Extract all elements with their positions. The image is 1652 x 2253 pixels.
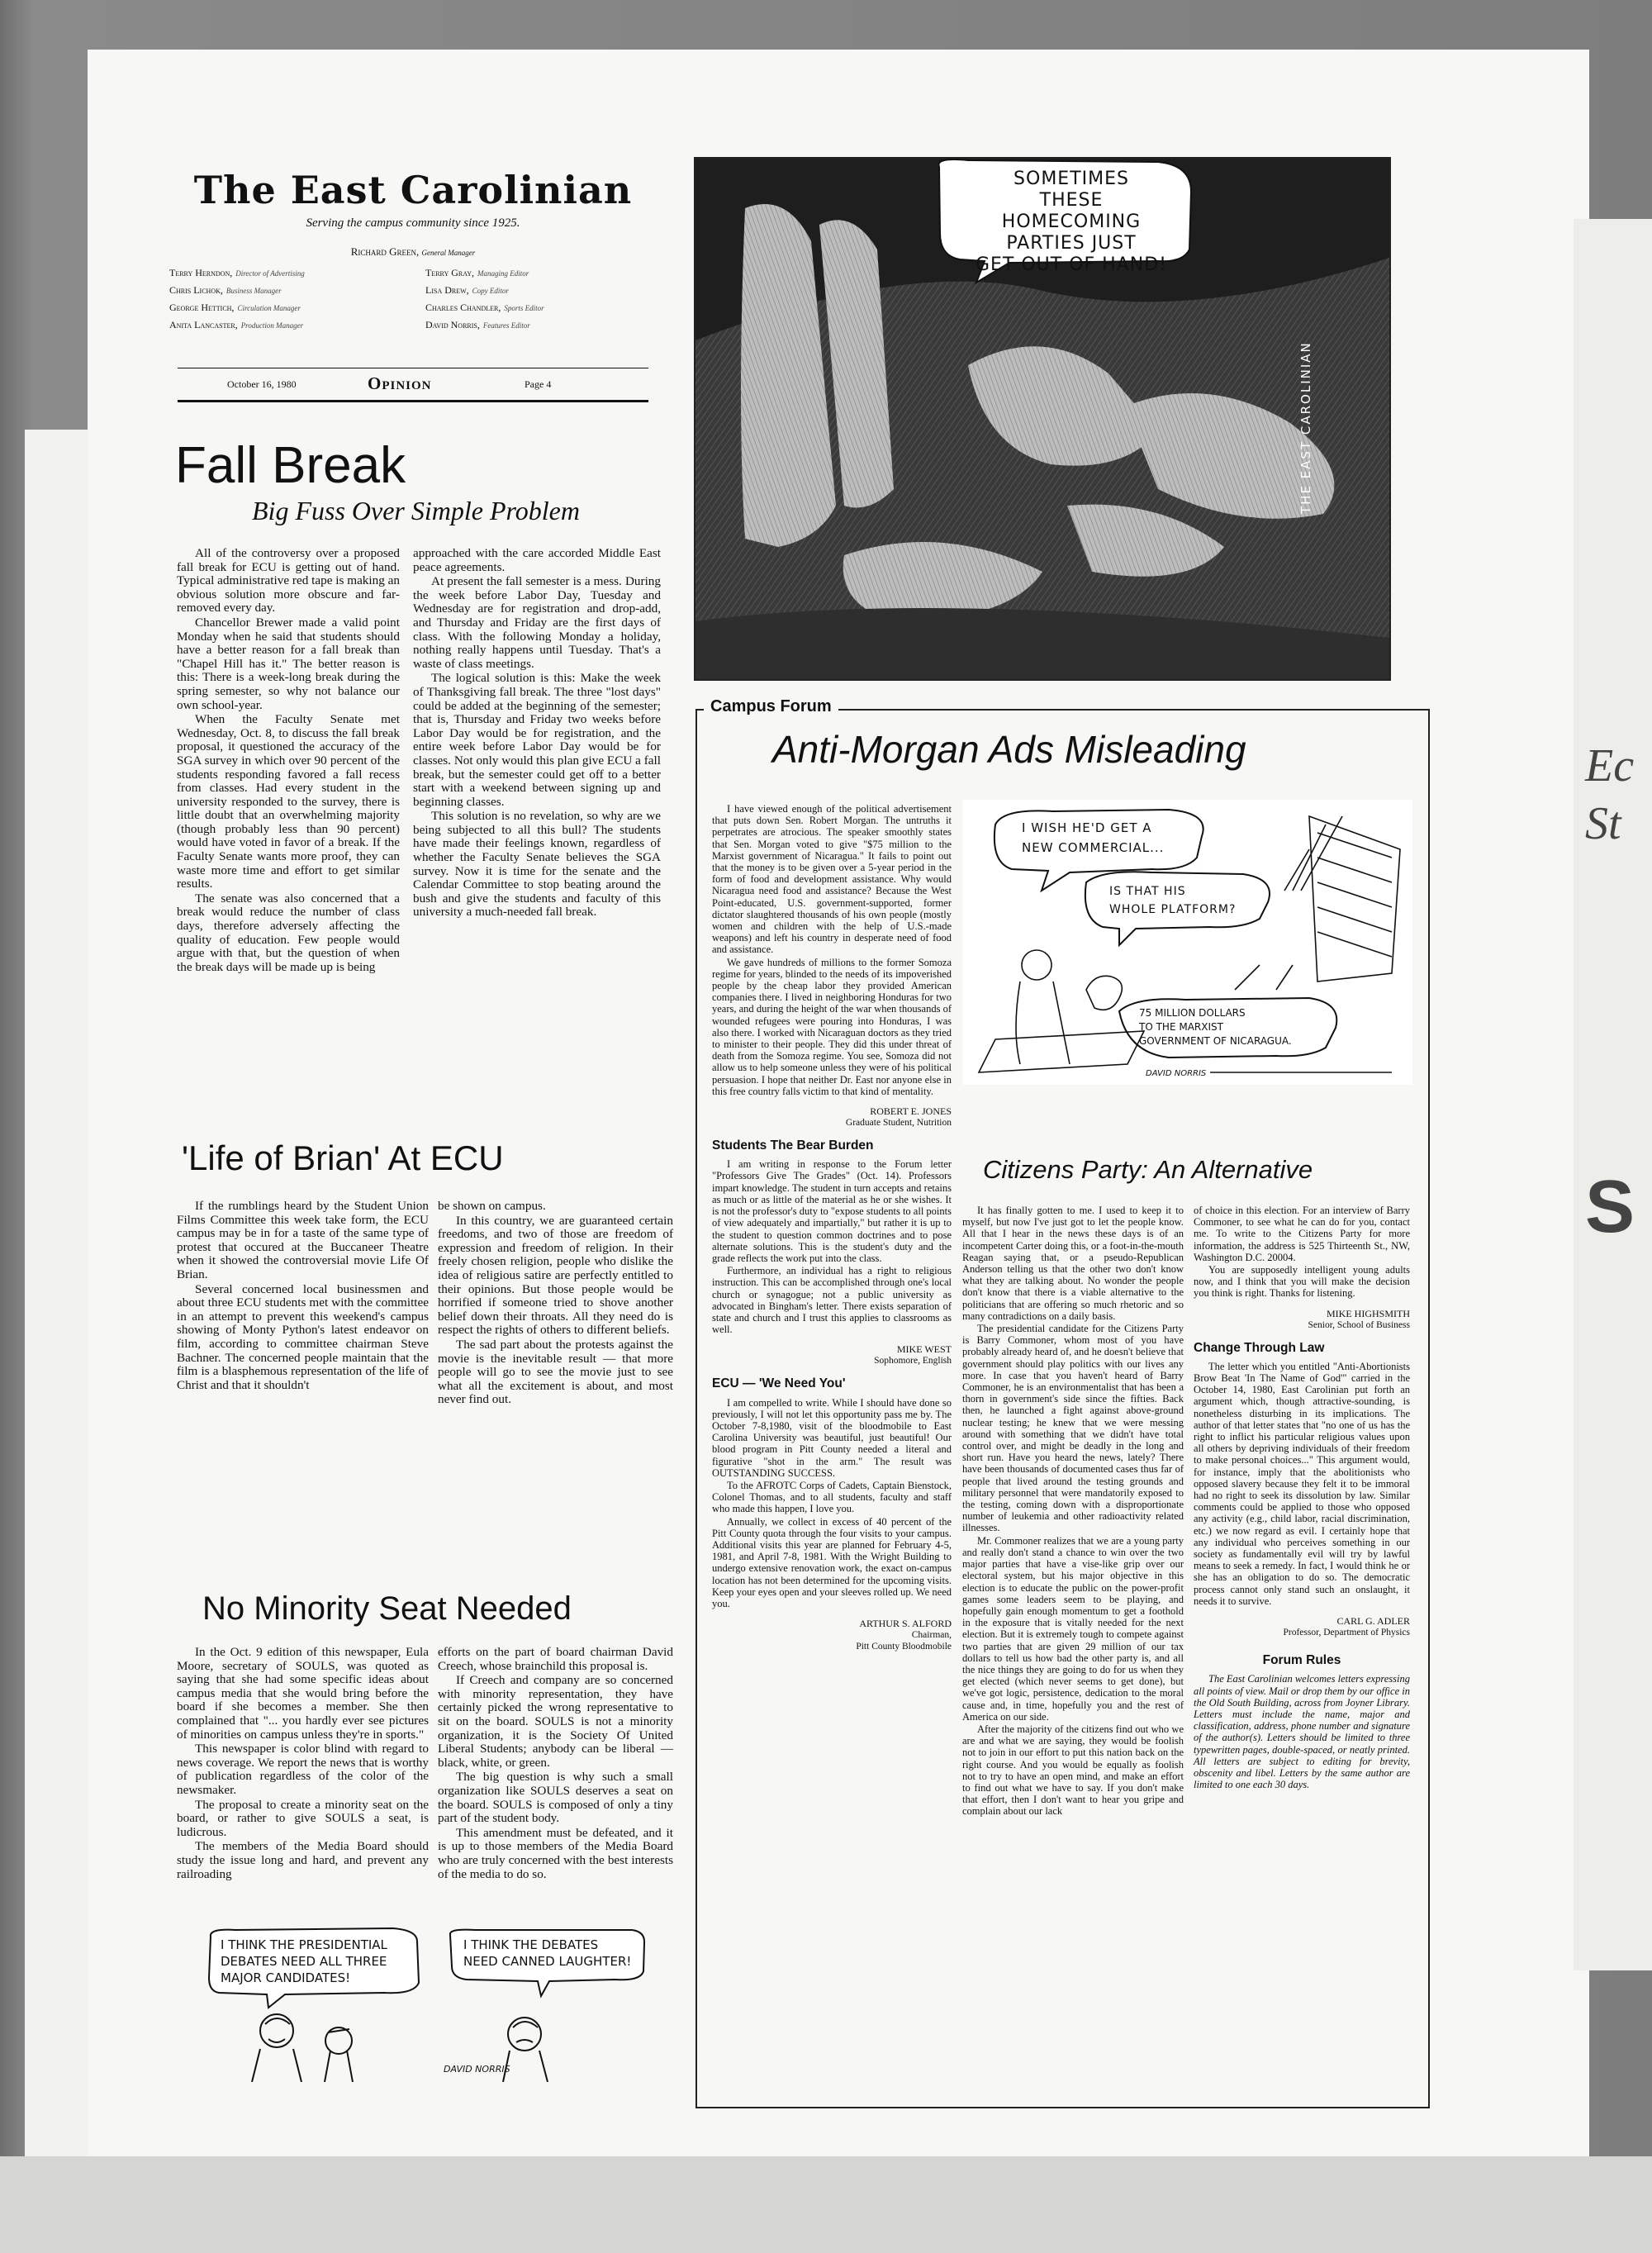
headline-anti-morgan: Anti-Morgan Ads Misleading: [772, 728, 1246, 771]
bubble-line: WHOLE PLATFORM?: [1109, 903, 1237, 916]
adjacent-page-fragment: [1574, 219, 1652, 1970]
page-number: Page 4: [525, 378, 552, 390]
letter-signature: [712, 1105, 952, 1129]
signature-role: Professor, Department of Physics: [1283, 1628, 1410, 1638]
general-manager: [169, 245, 657, 259]
bubble-line: 75 MILLION DOLLARS: [1139, 1007, 1246, 1019]
paragraph: of choice in this election. For an interview of Barry Commoner, to see what he can do for you, contact me. To write to the Citizens Party for more information, the address is 525 Thirteenth St., NW, Washington D.C. 20004.: [1194, 1205, 1410, 1263]
speech-bubble-3: [1139, 1006, 1292, 1048]
letter-signature: [1194, 1615, 1410, 1638]
letter-signature: [712, 1343, 952, 1367]
staff-entry: [425, 302, 657, 314]
paragraph: The sad part about the protests against the movie is the inevitable result — that more people will go to see the movie just to see what all the excitement is about, and most never find out.: [438, 1337, 673, 1407]
bubble-line: THESE HOMECOMING: [1001, 190, 1142, 232]
minority-column-2: [438, 1646, 673, 1882]
campus-forum-label: Campus Forum: [704, 697, 838, 716]
signature-name: ARTHUR S. ALFORD: [859, 1618, 952, 1630]
headline-bear-burden: Students The Bear Burden: [712, 1138, 874, 1153]
paragraph: Chancellor Brewer made a valid point Monday when he said that students should have a better reason for a fall break than "Chapel Hill has it." The better reason is this: There is a week-long break during the spring semester, so why not balance our own school-year.: [177, 615, 400, 712]
paragraph: To the AFROTC Corps of Cadets, Captain Bienstock, Colonel Thomas, and to all students, faculty and staff who made this happen, I love you.: [712, 1479, 952, 1515]
cartoon-credit: THE EAST CAROLINIAN: [1298, 341, 1313, 514]
bubble-line: I THINK THE DEBATES: [463, 1937, 599, 1952]
headline-fall-break: Fall Break: [175, 437, 406, 494]
staff-entry: [169, 302, 401, 314]
paragraph: The members of the Media Board should study the issue long and hard, and prevent any railroading: [177, 1839, 429, 1881]
headline-no-minority-seat: No Minority Seat Needed: [202, 1590, 572, 1627]
paragraph: The big question is why such a small organization like SOULS deserves a seat on the board. SOULS is composed of only a tiny part of the student body.: [438, 1770, 673, 1826]
bubble-line: PARTIES JUST: [1006, 233, 1137, 254]
masthead: [169, 169, 657, 331]
staff-name: Anita Lancaster,: [169, 318, 238, 330]
signature-name: ROBERT E. JONES: [870, 1105, 952, 1118]
debates-cartoon: [186, 1925, 665, 2082]
paragraph: At present the fall semester is a mess. During the week before Labor Day, Tuesday and Wednesday are for registration and drop-add, and Thursday and Friday are the first days of class. With the following Monday a holiday, nothing really happens until Tuesday. That's a waste of class meetings.: [413, 574, 661, 671]
staff-title: General Manager: [421, 248, 476, 257]
bubble-line: I WISH HE'D GET A: [1022, 820, 1152, 835]
paragraph: If Creech and company are so concerned with minority representation, they have certainly picked the wrong representative to sit on the board. SOULS is not a minority organization, it is the Society Of United Liberal Students; anybody can be liberal — black, white, or green.: [438, 1673, 673, 1770]
fall-break-column-1: [177, 547, 400, 975]
paragraph: I have viewed enough of the political advertisement that puts down Sen. Robert Morgan. The untruths it perpetrates are atrocious. The speaker smoothly states that Sen. Morgan voted to give "$75 million to the Marxist government of Nicaragua." It fails to point out that the money is to be given over a 5-year period in the form of food and development assistance. Why would Nicaragua need food and assistance? Because the West Point-educated, U.S. government-supported, former dictator slaughtered thousands of his own people (mostly women and children with the help of U.S.-made weapons) and left his country in desperate need of food and assistance.: [712, 803, 952, 956]
signature-role: Pitt County Bloodmobile: [856, 1642, 952, 1652]
bubble-line: NEED CANNED LAUGHTER!: [463, 1954, 632, 1969]
paragraph: The proposal to create a minority seat on the board, or rather to give SOULS a seat, is ludicrous.: [177, 1797, 429, 1839]
staff-name: David Norris,: [425, 318, 480, 330]
headline-life-of-brian: 'Life of Brian' At ECU: [182, 1138, 504, 1177]
dek-fall-break: Big Fuss Over Simple Problem: [252, 496, 580, 525]
staff-entry: [169, 267, 401, 279]
citizens-column-2: [1194, 1205, 1410, 1791]
forum-rules-text: The East Carolinian welcomes letters expressing all points of view. Mail or drop them by our office in the Old South Building, across from Joyner Library. Letters must include the name, major and classification, address, phone number and signature of the author(s). Letters should be limited to three typewritten pages, double-spaced, or neatly printed. All letters are subject to editing for brevity, obscenity and libel. Letters by the same author are limited to one each 30 days.: [1194, 1673, 1410, 1791]
speech-bubble-2: [1109, 882, 1236, 919]
bubble-line: I THINK THE PRESIDENTIAL: [221, 1937, 387, 1952]
issue-date: October 16, 1980: [227, 378, 297, 390]
staff-name: Richard Green,: [350, 245, 420, 258]
signature-name: CARL G. ADLER: [1336, 1615, 1410, 1628]
signature-name: MIKE WEST: [896, 1343, 952, 1356]
nameplate: The East Carolinian: [193, 168, 633, 212]
paragraph: All of the controversy over a proposed fall break for ECU is getting out of hand. Typical administrative red tape is making an obvious solution more obscure and far-removed every day.: [177, 546, 400, 616]
paragraph: efforts on the part of board chairman David Creech, whose brainchild this proposal is.: [438, 1645, 673, 1673]
fragment-text: S: [1585, 1166, 1635, 1248]
staff-entry: [169, 319, 401, 331]
headline-forum-rules: Forum Rules: [1262, 1653, 1341, 1668]
staff-name: Lisa Drew,: [425, 283, 469, 296]
cartoonist-signature: DAVID NORRIS: [1146, 1069, 1207, 1078]
speech-bubble-1: [221, 1937, 387, 1986]
paragraph: When the Faculty Senate met Wednesday, Oct. 8, to discuss the fall break proposal, it questioned the accuracy of the SGA survey in which over 90 percent of the students responding favored a fall recess from classes. Had every student in the university responded to the survey, there is little doubt that an overwhelming majority (though probably less than 90 percent) would have voted in favor of a break. If the Faculty Senate wants more proof, they can waste more time and effort to get similar results.: [177, 712, 400, 891]
headline-citizens-party: Citizens Party: An Alternative: [983, 1155, 1313, 1184]
microfilm-bottom-strip: [0, 2156, 1652, 2253]
speech-bubble-1: [1022, 818, 1164, 858]
bubble-line: DEBATES NEED ALL THREE: [221, 1954, 387, 1969]
fragment-text: Ec: [1585, 740, 1635, 791]
paragraph: approached with the care accorded Middle East peace agreements.: [413, 546, 661, 574]
paragraph: be shown on campus.: [438, 1199, 546, 1213]
paragraph: This solution is no revelation, so why are we being subjected to all this bull? The students have made their feelings known, regardless of whether the Faculty Senate believes the SGA survey. Now it is time for the senate and the Calendar Committee to stop beating around the bush and give the students and faculty of this university a much-needed fall break.: [413, 809, 661, 920]
staff-entry: [425, 284, 657, 297]
signature-name: MIKE HIGHSMITH: [1327, 1307, 1410, 1319]
paragraph: After the majority of the citizens find out who we are and what we are saying, they would be foolish not to join in our effort to put this nation back on the right course. And you would be equally as foolish not to try to have an open mind, and make an effort to find out what we have to say. If you don't make that effort, then I don't want to hear you gripe and complain about our lack: [962, 1723, 1184, 1818]
paragraph: The senate was also concerned that a break would reduce the number of class days, therefore adversely affecting the quality of education. Few people would argue with that, but the question of when the break days will be made up is being: [177, 891, 400, 974]
headline-ecu-we-need-you: ECU — 'We Need You': [712, 1376, 846, 1391]
staff-entry: [425, 267, 657, 279]
paragraph: The letter which you entitled "Anti-Abortionists Brow Beat 'In The Name of God'" carried in the October 14, 1980, East Carolinian put forth an argument which, though attractive-sounding, is nonetheless disturbing in its implications. The author of that letter states that "no one of us has the right to inflict his particular religious values upon all others by depriving individuals of their freedom to make personal choices..." This argument would, for instance, imply that the abolitionists who opposed slavery because they felt it to be immoral had no right to seek its dissolution by law. Similar comments could be applied to those who opposed any activity (e.g., child labor, racial discrimination, etc.) we now regard as evil. I certainly hope that any individual who perceives something in our society as fundamentally evil will try by lawful means to seek a remedy. In fact, I would think he or she has an obligation to do so. The democratic process cannot only stand such an onslaught, it needs it to survive.: [1194, 1360, 1410, 1607]
staff-title: Copy Editor: [472, 286, 509, 295]
staff-title: Sports Editor: [504, 303, 544, 312]
brian-column-2: [438, 1200, 673, 1408]
staff-name: George Hettich,: [169, 301, 235, 313]
paragraph: If the rumblings heard by the Student Union Films Committee this week take form, the ECU campus may be in for a taste of the same type of protest that occured at the Buccaneer Theatre when it showed the controversial movie Life Of Brian.: [177, 1199, 429, 1281]
paragraph: The logical solution is this: Make the week of Thanksgiving fall break. The three "lost days" could be added at the beginning of the semester; that is, Thursday and Friday two weeks before Labor Day would be for registration, and the entire week before Labor Day would be for classes. Not only would this plan give ECU a fall break, but the semester could get off to a better start with a weekend between signing up and beginning classes.: [413, 671, 661, 809]
tagline: Serving the campus community since 1925.: [306, 216, 520, 230]
paragraph: Mr. Commoner realizes that we are a young party and really don't stand a chance to win over the two major parties that have a vise-like grip over our electoral system, but his major objective in this election is to educate the public on the power-profit games some leaders seem to be playing, and hopefully gain enough momentum to get a foothold in the exposure that is vitally needed for the next election. But it is extremely tough to compete against two parties that are given 29 million of our tax dollars to tell us how bad the other party is, and all the nice things they are going to do for us when they get elected (which never seems to get done), but we've got logic, persistence, dedication to the moral cause and, in time, hopefully you and the rest of America on our side.: [962, 1534, 1184, 1723]
letter-signature: [712, 1618, 952, 1652]
staff-title: Managing Editor: [477, 269, 529, 278]
homecoming-cartoon: [694, 157, 1391, 681]
paragraph: I am compelled to write. While I should have done so previously, I will not let this opportunity pass me by. The October 7-8,1980, visit of the bloodmobile to East Carolina University was beautiful, just beautiful! Our blood program in Pitt County needed a literal and figurative "shot in the arm." The result was OUTSTANDING SUCCESS.: [712, 1396, 952, 1479]
staff-title: Director of Advertising: [235, 269, 305, 278]
paragraph: In the Oct. 9 edition of this newspaper, Eula Moore, secretary of SOULS, was quoted as saying that she had some specific ideas about campus media that she would bring before the board if she becomes a member. She then complained that "... you hardly ever see pictures of minorities on campus unless they're in sports.": [177, 1645, 429, 1742]
staff-name: Charles Chandler,: [425, 301, 501, 313]
paragraph: In this country, we are guaranteed certain freedoms, and two of those are freedom of expression and freedom of religion. In their freely chosen religion, people who dislike the idea of religious satire are perfectly entitled to their opinions. But those people would be horrified if someone tried to shove another belief down their throats. All they need do is respect the rights of others to different beliefs.: [438, 1213, 673, 1338]
bubble-line: TO THE MARXIST: [1139, 1021, 1223, 1033]
staff-entry: [425, 319, 657, 331]
staff-title: Features Editor: [482, 321, 530, 330]
headline-change-through-law: Change Through Law: [1194, 1340, 1325, 1355]
paragraph: Furthermore, an individual has a right to religious instruction. This can be accomplished through one's local church or synagogue; not a public university as advocated in Bingham's letter. There exists separation of state and church and I trust this applies to classrooms as well.: [712, 1265, 952, 1336]
staff-title: Business Manager: [225, 286, 282, 295]
staff-entry: [169, 284, 401, 297]
paragraph: This newspaper is color blind with regard to news coverage. We report the news that is worthy of publication regardless of the color of the newsmaker.: [177, 1742, 429, 1797]
paragraph: The presidential candidate for the Citizens Party is Barry Commoner, whom most of you have probably already heard of, and he doesn't believe that government should play politics with our lives any more. In case that you haven't heard of Barry Commoner, he is an environmentalist that has been a thorn in government's side since the fifties. Back then, he launched a fight against above-ground nuclear testing; he knew that we were messing around with something that we didn't have total control over, and might be deadly in the long and short run. Have you heard the news, lately? There have been thousands of documented cases thus far of people that lived around the testing grounds and military personnel that were mandatorily exposed to the testing, coming down with a disproportionate number of leukemia and other radioactivity related illnesses.: [962, 1323, 1184, 1534]
morgan-letter: [712, 803, 952, 1652]
signature-role: Senior, School of Business: [1308, 1319, 1410, 1330]
staff-list: [169, 267, 657, 331]
bubble-line: GET OUT OF HAND!: [975, 254, 1167, 275]
paragraph: You are supposedly intelligent young adults now, and I think that you will make the decision you think is right. Thanks for listening.: [1194, 1264, 1410, 1300]
bubble-line: GOVERNMENT OF NICARAGUA.: [1139, 1035, 1292, 1047]
paragraph: Several concerned local businessmen and about three ECU students met with the committee in an attempt to prevent this weekend's campus showing of Monty Python's latest endeavor on film, according to committee chairman Steve Bachner. The concerned people maintain that the film is a blasphemous representation of the life of Christ and that it shouldn't: [177, 1281, 429, 1392]
bubble-line: MAJOR CANDIDATES!: [221, 1970, 351, 1985]
bubble-line: SOMETIMES: [1014, 169, 1129, 189]
staff-name: Terry Gray,: [425, 266, 475, 278]
signature-role: Sophomore, English: [874, 1356, 952, 1367]
section-name: Opinion: [368, 373, 432, 393]
paragraph: This amendment must be defeated, and it is up to those members of the Media Board who are truly concerned with the best interests of the media to do so.: [438, 1825, 673, 1881]
brian-column-1: [177, 1200, 429, 1393]
speech-bubble-2: [463, 1937, 631, 1970]
signature-role: Graduate Student, Nutrition: [845, 1118, 952, 1129]
bubble-line: NEW COMMERCIAL...: [1022, 840, 1165, 855]
citizens-column-1: [962, 1205, 1184, 1818]
section-dateline: [178, 368, 648, 402]
staff-name: Chris Lichok,: [169, 283, 223, 296]
paragraph: It has finally gotten to me. I used to keep it to myself, but now I've just got to let the people know. All that I hear in the news these days is of an incompetent Carter doing this, or a foot-in-the-mouth Reagan saying that, or a pseudo-Republican Anderson telling us that the other two don't know what they are talking about. No wonder the people don't know that there is a viable alternative to the politicians that are offering so much rhetoric and so many contradictions on a daily basis.: [962, 1205, 1184, 1322]
speech-bubble: [968, 169, 1175, 276]
staff-title: Production Manager: [240, 321, 304, 330]
minority-column-1: [177, 1646, 429, 1882]
signature-role: Chairman,: [911, 1630, 952, 1641]
bubble-line: IS THAT HIS: [1109, 885, 1186, 898]
staff-name: Terry Herndon,: [169, 266, 233, 278]
paragraph: Annually, we collect in excess of 40 percent of the Pitt County quota through the four visits to your campus. Additional visits this year are planned for February 4-5, 1981, and April 7-8, 1981. With the Wright Building to undergo extensive renovation work, the exact on-campus location has not been determined for the upcoming visits. Keep your eyes open and your sleeves rolled up. We need you.: [712, 1515, 952, 1609]
letter-signature: [1194, 1308, 1410, 1331]
paragraph: I am writing in response to the Forum letter "Professors Give The Grades" (Oct. 14). Professors impart knowledge. The student in turn accepts and retains as much or as little of the material as he or she wishes. It is not the professor's duty to "expose students to all points of view adequately and impartially," but rather it is up to the student to question common doctrines and to pose alternate solutions. This is the student's duty and the grade reflects the work put into the class.: [712, 1158, 952, 1264]
morgan-cartoon: [962, 800, 1412, 1085]
fall-break-column-2: [413, 547, 661, 920]
staff-title: Circulation Manager: [237, 303, 301, 312]
fragment-text: St: [1585, 798, 1621, 849]
cartoonist-signature: DAVID NORRIS: [444, 2064, 510, 2075]
paragraph: We gave hundreds of millions to the former Somoza regime for years, blinded to the needs of its impoverished people by the cheap labor they provided American companies there. I lived in neighboring Honduras for two years, and during the height of the war when thousands of wounded refugees were pouring into Honduras, I was also there. I worked with Nicaraguan doctors as they tried to minister to their people. They did this under threat of death from the Somoza regime. You see, Somoza did not allow us to help someone unless they were of his political persuasion. I hope that neither Dr. East nor anyone else in this free country falls victim to that kind of mentality.: [712, 956, 952, 1097]
